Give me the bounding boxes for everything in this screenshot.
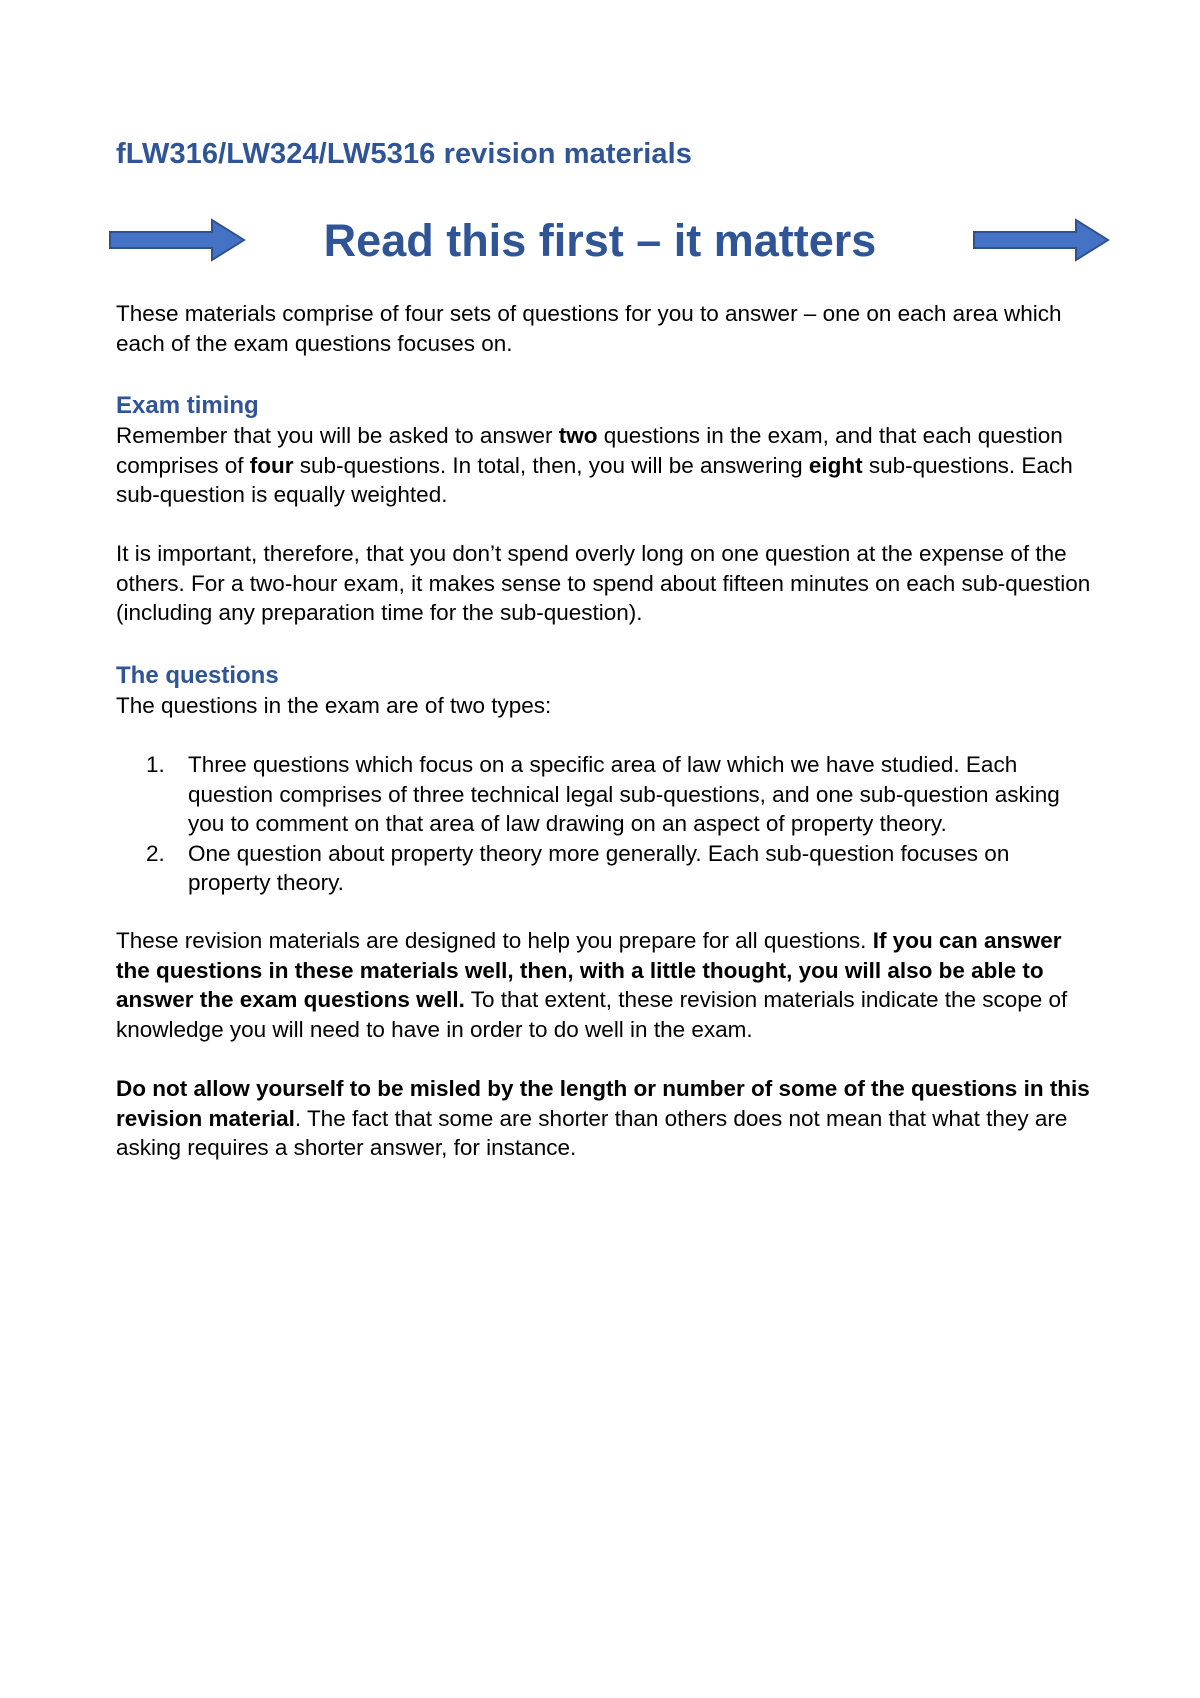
questions-intro: The questions in the exam are of two types: (116, 693, 552, 718)
list-item (116, 839, 1096, 898)
bold-two: two (558, 423, 598, 448)
revision-paragraph: These revision materials are designed to help you prepare for all questions. If you can answer the questions in these materials well, then, with a little thought, you will also be able to answer the exam questions well. To that extent, these revision materials indicate the scope of knowledge you will need to have in order to do well in the exam. (116, 928, 1068, 1042)
exam-timing-paragraph-1: Remember that you will be asked to answer two questions in the exam, and that each question comprises of four sub-questions. In total, then, you will be answering eight sub-questions. Each sub-question is equally weighted. (116, 423, 1073, 507)
questions-heading: The questions (116, 662, 279, 689)
list-item-text: One question about property theory more generally. Each sub-question focuses on property theory. (188, 840, 1010, 895)
intro-paragraph: These materials comprise of four sets of questions for you to answer – one on each area which each of the exam questions focuses on. (116, 301, 1062, 356)
warning-paragraph: Do not allow yourself to be misled by the length or number of some of the questions in this revision material. The fact that some are shorter than others does not mean that what they are asking requires a shorter answer, for instance. (116, 1076, 1090, 1160)
exam-timing-heading: Exam timing (116, 392, 259, 419)
list-item (116, 750, 1096, 839)
bold-warning: Do not allow yourself to be misled by the length or number of some of the questions in this revision material (116, 1076, 1090, 1131)
list-number: 1. (146, 752, 165, 777)
read-first-banner (100, 205, 1100, 275)
bold-emphasis: If you can answer the questions in these materials well, then, with a little thought, you will also be able to answer the exam questions well. (116, 928, 1062, 1012)
bold-eight: eight (808, 452, 863, 478)
bold-four: four (249, 452, 294, 478)
list-number: 2. (146, 840, 165, 866)
right-arrow-icon (972, 217, 1112, 263)
banner-text: Read this first – it matters (323, 215, 877, 266)
question-types-list (116, 750, 1096, 898)
document-title: fLW316/LW324/LW5316 revision materials (116, 138, 692, 170)
exam-timing-paragraph-2: It is important, therefore, that you don’t spend overly long on one question at the expense of the others. For a two-hour exam, it makes sense to spend about fifteen minutes on each sub-question (including any preparation time for the sub-question). (116, 541, 1091, 625)
list-item-text: Three questions which focus on a specific area of law which we have studied. Each question comprises of three technical legal sub-questions, and one sub-question asking you to comment on that area of law drawing on an aspect of property theory. (188, 752, 1060, 836)
